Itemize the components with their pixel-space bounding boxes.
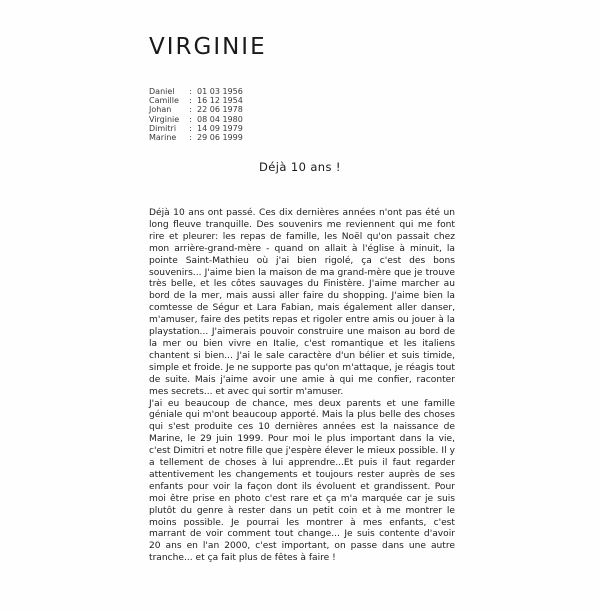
separator: : — [189, 87, 192, 96]
person-name: Daniel — [149, 87, 175, 96]
birth-date: 01 03 1956 — [197, 87, 243, 96]
birthdate-row — [149, 87, 243, 96]
person-name: Marine — [149, 133, 177, 143]
birth-date: 14 09 1979 — [197, 123, 243, 133]
birthdate-row — [149, 133, 243, 142]
separator: : — [189, 123, 192, 133]
separator: : — [189, 114, 192, 124]
separator: : — [189, 133, 192, 143]
birthdate-row — [149, 124, 243, 133]
separator: : — [189, 96, 192, 106]
birth-date: 08 04 1980 — [197, 114, 243, 124]
person-name: Dimitri — [149, 123, 177, 133]
paragraph: Déjà 10 ans ont passé. Ces dix dernières années n'ont pas été un long fleuve tranquille. Des souvenirs me reviennent qui me font rire et pleurer: les repas de famille, les Noël qu'on passait chez mon arrière-grand-mère - quand on allait à l'église à minuit, la pointe Saint-Mathieu où j'ai bien rigolé, ça c'est des bons souvenirs... J'aime bien la maison de ma grand-mère que je trouve très belle, et les côtes sauvages du Finistère. J'aime marcher au bord de la mer, mais aussi aller faire du shopping. J'aime bien la comtesse de Ségur et Lara Fabian, mais également aller danser, m'amuser, faire des petits repas et rigoler entre amis ou jouer à la playstation... J'aimerais pouvoir construire une maison au bord de la mer ou bien vivre en Italie, c'est romantique et les italiens chantent si bien... J'ai le sale caractère d'un bélier et suis timide, simple et froide. Je ne supporte pas qu'on m'attaque, je réagis tout de suite. Mais j'aime avoir une amie à qui me confier, raconter mes secrets... et avec qui sortir m'amuser. — [149, 208, 455, 397]
body-text — [149, 208, 455, 565]
section-heading: Déjà 10 ans ! — [259, 160, 341, 174]
paragraph: J'ai eu beaucoup de chance, mes deux parents et une famille géniale qui m'ont beaucoup apporté. Mais la plus belle des choses qui s'est produite ces 10 dernières années est la naissance de Marine, le 29 juin 1999. Pour moi le plus important dans la vie, c'est Dimitri et notre fille que j'espère élever le mieux possible. Il y a tellement de choses à lui apprendre...Et puis il faut regarder attentivement les changements et toujours rester auprès de ses enfants pour voir la façon dont ils évoluent et grandissent. Pour moi être prise en photo c'est rare et ça m'a marquée car je suis plutôt du genre à rester dans un petit coin et à me montrer le moins possible. Je pourrai les montrer à mes enfants, c'est marrant de voir comment tout change... Je suis contente d'avoir 20 ans en l'an 2000, c'est important, on passe dans une autre tranche... et ça fait plus de fêtes à faire ! — [149, 398, 455, 564]
page-title: VIRGINIE — [149, 34, 267, 60]
birth-date: 16 12 1954 — [197, 96, 243, 106]
person-name: Camille — [149, 96, 179, 106]
birthdate-list — [149, 87, 243, 142]
person-name: Virginie — [149, 114, 180, 124]
birthdate-row — [149, 96, 243, 105]
birthdate-row — [149, 115, 243, 124]
person-name: Johan — [149, 105, 172, 115]
birth-date: 22 06 1978 — [197, 105, 243, 115]
birthdate-row — [149, 105, 243, 114]
birth-date: 29 06 1999 — [197, 133, 243, 143]
separator: : — [189, 105, 192, 115]
